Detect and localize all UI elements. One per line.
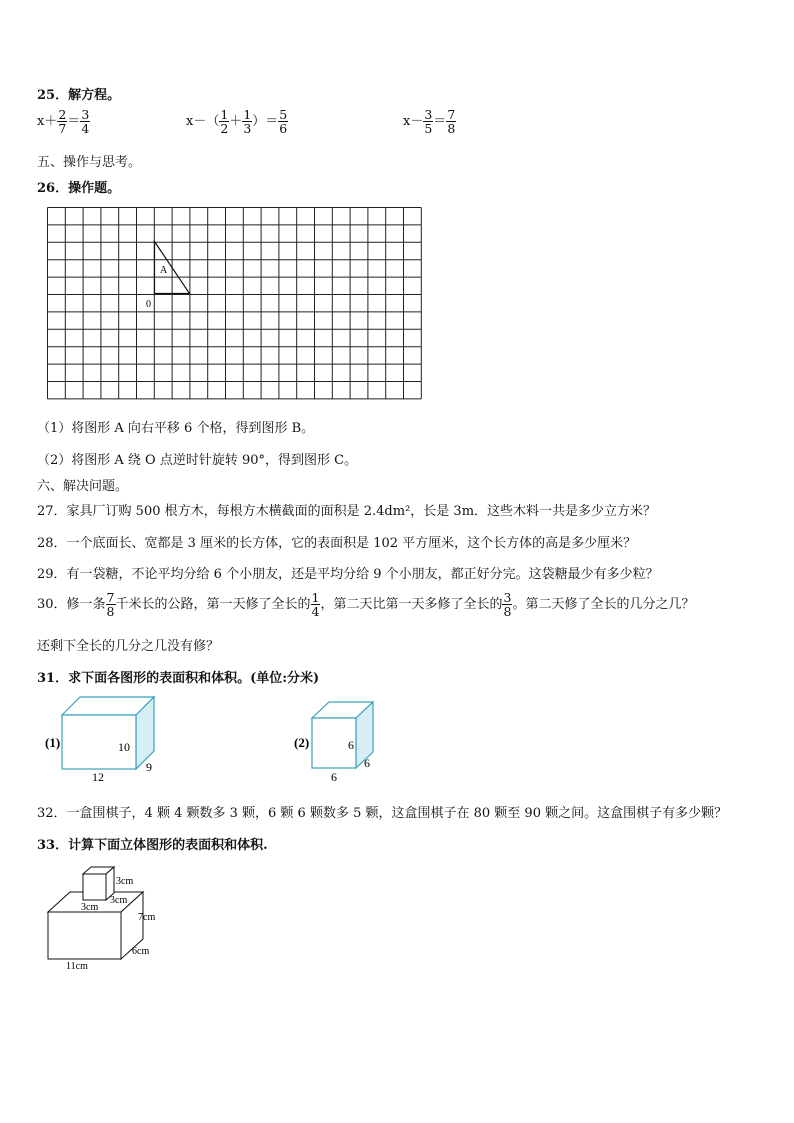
section-6-heading: 六、解决问题。 xyxy=(37,479,129,494)
q28: 28．一个底面长、宽都是 3 厘米的长方体，它的表面积是 102 平方厘米，这个长方体的高是多少厘米？ xyxy=(37,536,637,551)
eq3-prefix: x－ xyxy=(403,114,424,130)
q25-title: 25．解方程。 xyxy=(37,88,121,103)
eq1-prefix: x＋ xyxy=(37,114,58,130)
big-box-height: 7cm xyxy=(138,912,156,923)
eq2-close: ）＝ xyxy=(252,114,279,130)
fig2-label: (2) xyxy=(294,735,310,750)
label-o: 0 xyxy=(146,299,151,310)
equation-3 xyxy=(403,108,456,135)
q26-sub2: （2）将图形 A 绕 O 点逆时针旋转 90°，得到图形 C。 xyxy=(37,453,358,468)
eq2-fraction-2: $\frac{1}{3}$ xyxy=(243,107,252,137)
q30-part1: 30．修一条 xyxy=(37,597,106,613)
eq1-equals: ＝ xyxy=(67,114,81,130)
eq1-fraction-2: $\frac{3}{4}$ xyxy=(81,107,90,137)
small-cube-length: 3cm xyxy=(81,902,99,913)
eq3-fraction-2: $\frac{7}{8}$ xyxy=(447,107,456,137)
grid-lines xyxy=(48,208,422,399)
cuboid-figure-1 xyxy=(40,695,180,785)
q30-fraction-3: $\frac{3}{8}$ xyxy=(503,590,512,620)
small-cube-depth: 3cm xyxy=(110,895,128,906)
q30-part4: 。第二天修了全长的几分之几？ xyxy=(512,597,695,613)
big-box-depth: 6cm xyxy=(132,946,150,957)
eq3-fraction-1: $\frac{3}{5}$ xyxy=(424,107,433,137)
fig2-length: 6 xyxy=(331,770,337,784)
q26-sub1: （1）将图形 A 向右平移 6 个格，得到图形 B。 xyxy=(37,421,315,436)
q30-part3: ，第二天比第一天多修了全长的 xyxy=(320,597,503,613)
q30-fraction-1: $\frac{7}{8}$ xyxy=(106,590,115,620)
q31-title: 31．求下面各图形的表面积和体积。(单位:分米) xyxy=(37,671,320,686)
eq2-fraction-3: $\frac{5}{6}$ xyxy=(279,107,288,137)
fig1-height: 10 xyxy=(118,740,130,754)
cube-figure-2 xyxy=(292,700,387,785)
q33-title: 33．计算下面立体图形的表面积和体积. xyxy=(37,838,268,853)
q30-line2: 还剩下全长的几分之几没有修？ xyxy=(37,639,220,654)
section-5-heading: 五、操作与思考。 xyxy=(37,155,142,170)
q27: 27．家具厂订购 500 根方木，每根方木横截面的面积是 2.4dm²，长是 3m．这些木料一共是多少立方米？ xyxy=(37,504,657,519)
equation-1 xyxy=(37,108,90,135)
label-a: A xyxy=(160,265,168,276)
fig1-length: 12 xyxy=(92,770,104,784)
fig2-height: 6 xyxy=(348,738,354,752)
eq3-equals: ＝ xyxy=(433,114,447,130)
eq2-fraction-1: $\frac{1}{2}$ xyxy=(220,107,229,137)
equation-2 xyxy=(186,108,288,135)
eq2-prefix: x－（ xyxy=(186,114,220,130)
operation-grid xyxy=(47,207,425,400)
small-cube-height: 3cm xyxy=(116,876,134,887)
eq1-fraction-1: $\frac{2}{7}$ xyxy=(58,107,67,137)
q29: 29．有一袋糖，不论平均分给 6 个小朋友，还是平均分给 9 个小朋友，都正好分完。这袋糖最少有多少粒？ xyxy=(37,567,659,582)
q30-fraction-2: $\frac{1}{4}$ xyxy=(311,590,320,620)
composite-solid-figure xyxy=(40,862,170,972)
eq2-plus: ＋ xyxy=(229,114,243,130)
big-box-length: 11cm xyxy=(66,961,88,972)
fig2-width: 6 xyxy=(364,756,370,770)
q32: 32．一盒围棋子，4 颗 4 颗数多 3 颗，6 颗 6 颗数多 5 颗，这盒围棋子在 80 颗至 90 颗之间。这盒围棋子有多少颗？ xyxy=(37,806,728,821)
fig1-label: (1) xyxy=(45,735,61,750)
q26-title: 26．操作题。 xyxy=(37,181,121,196)
fig1-width: 9 xyxy=(146,760,152,774)
q30 xyxy=(37,591,694,618)
q30-part2: 千米长的公路，第一天修了全长的 xyxy=(115,597,311,613)
